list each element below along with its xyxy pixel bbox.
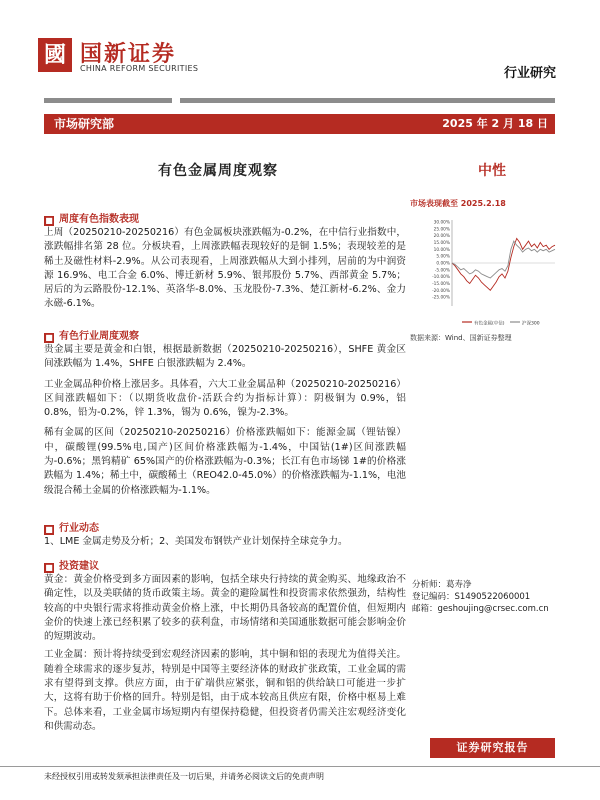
y-tick-label: -25.00% [432,295,450,301]
header-rule-right [180,98,555,103]
brand-logo-mark: 國 [38,38,72,72]
series-line-2 [452,241,555,278]
analyst-email[interactable]: geshoujing@crsec.com.cn [437,604,549,614]
analyst-reg-row [412,591,549,603]
paragraph: 稀有金属的区间（20250210-20250216）价格涨跌幅如下：能源金属（锂钴镍）中，碳酸锂(99.5%电,国产)区间价格涨跌幅为-1.4%，中国钴(1#)区间涨跌幅为-0.6%；黑钨精矿 65%国产的价格涨跌幅为-0.3%；长江有色市场锑 1#的价格涨跌幅为 1.4%；稀土中，碳酸稀土（REO42.0-45.0%）的价格涨跌幅为-1.1%，电池级混合稀土金属的价格涨跌幅为-1.1%。 [44,427,406,496]
section-icon: ■ [45,563,53,572]
paragraph: 工业金属：预计将持续受到宏观经济因素的影响，其中铜和铝的表现尤为值得关注。随着全球需求的逐步复苏，特别是中国等主要经济体的财政扩张政策，工业金属的需求有望得到支撑。供应方面，由于矿端供应紧张，铜和铝的供给缺口可能进一步扩大，这将有助于价格的回升。特别是铝，由于成本较高且供应有限，价格中枢易上难下。总体来看，工业金属市场短期内有望保持稳健，但投资者仍需关注宏观经济变化和供需动态。 [44,649,406,732]
paragraph: 贵金属主要是黄金和白银，根据最新数据（20250210-20250216），SHFE 黄金区间涨跌幅为 1.4%，SHFE 白银涨跌幅为 2.4%。 [44,344,406,370]
department-label: 市场研究部 [54,117,115,131]
section-heading-index [44,210,139,226]
section-heading-text: 投资建议 [59,561,99,572]
y-tick-label: 0.00% [436,261,450,267]
page-title: 有色金属周度观察 [158,163,278,179]
section-heading-text: 有色行业周度观察 [59,331,139,342]
header-rule-left [44,98,172,103]
section-icon: ■ [45,525,53,534]
brand-name-cn: 国新证券 [80,42,177,67]
rating-label: 中性 [478,163,506,179]
section-heading-data [44,327,139,343]
report-date: 2025 年 2 月 18 日 [442,117,548,130]
report-badge: 证券研究报告 [430,738,555,758]
section-heading-text: 行业动态 [59,523,99,534]
y-tick-label: -10.00% [432,275,450,281]
y-tick-label: 15.00% [433,241,450,246]
analyst-name-row [412,579,549,591]
y-tick-label: 20.00% [433,234,450,240]
chart-source: 数据来源：Wind、国新证券整理 [410,334,512,342]
y-tick-label: 5.00% [436,254,450,260]
analyst-email-row [412,603,549,615]
paragraph: 工业金属品种价格上涨居多。具体看，六大工业金属品种（20250210-20250216）区间涨跌幅如下：（以期货收盘价-活跃合约为指标计算）：阴极铜为 0.9%，铝 0.8%，铅为-0.2%，锌 1.3%，锡为 0.6%，镍为-2.3%。 [44,378,406,419]
market-performance-chart [410,210,560,330]
section-body-news [44,535,406,549]
brand-name-en: CHINA REFORM SECURITIES [80,64,199,73]
section-body-advice [44,573,406,734]
analyst-name: 葛寿净 [446,580,472,590]
chart-title: 市场表现截至 2025.2.18 [410,199,506,208]
footer-rule [0,766,600,767]
paragraph: 黄金：黄金价格受到多方面因素的影响，包括全球央行持续的黄金购买、地缘政治不确定性，以及美联储的货币政策主场。黄金的避险属性和投资需求依然强劲，结构性较高的中央银行需求将推动黄金价格上涨，中长期仍具备较高的配置价值，但短期内金价的快速上涨已经积累了较多的获利盘，市场情绪和美国通胀数据可能会影响金价的短期波动。 [44,574,406,643]
section-heading-news [44,519,99,535]
y-tick-label: -15.00% [432,282,450,287]
paragraph: 1、LME 金属走势及分析；2、美国发布钢铁产业计划保持全球竞争力。 [44,536,348,547]
section-body-data [44,343,406,498]
analyst-reg-label: 登记编码： [412,592,455,602]
legend-label-1: 有色金属(中信) [474,321,505,327]
y-tick-label: 25.00% [433,227,450,233]
legend-label-2: 沪深300 [522,321,540,327]
paragraph: 上周（20250210-20250216）有色金属板块涨跌幅为-0.2%，在中信行业指数中，涨跌幅排名第 28 位。分板块看，上周涨跌幅表现较好的是铜 1.5%；表现较差的是稀土及磁性材料-2.9%。从公司表现看，上周涨跌幅从大到小排列，居前的为中润资源 16.9%、电工合金 6.0%、博迁新材 5.9%、银邦股份 5.7%、西部黄金 5.7%；居后的为云路股份-12.1%、英洛华-8.0%、玉龙股份-7.3%、楚江新材-6.2%、金力永磁-6.1%。 [44,227,406,310]
section-body-index [44,226,406,312]
y-tick-label: 30.00% [433,220,450,226]
analyst-email-label: 邮箱： [412,604,438,614]
analyst-name-label: 分析师： [412,580,447,590]
series-line-1 [452,238,555,290]
y-tick-label: 10.00% [433,247,450,253]
report-type: 行业研究 [503,66,556,81]
section-heading-text: 周度有色指数表现 [59,214,139,225]
disclaimer: 未经授权引用或转发须承担法律责任及一切后果，并请务必阅读文后的免责声明 [44,772,324,781]
analyst-reg-no: S1490522060001 [454,592,531,602]
section-icon: ■ [45,216,53,225]
section-icon: ■ [45,333,53,342]
y-tick-label: -20.00% [432,288,450,294]
y-tick-label: -5.00% [434,268,450,274]
section-heading-advice [44,557,99,573]
chart-legend [462,320,540,327]
analyst-info [412,579,549,615]
